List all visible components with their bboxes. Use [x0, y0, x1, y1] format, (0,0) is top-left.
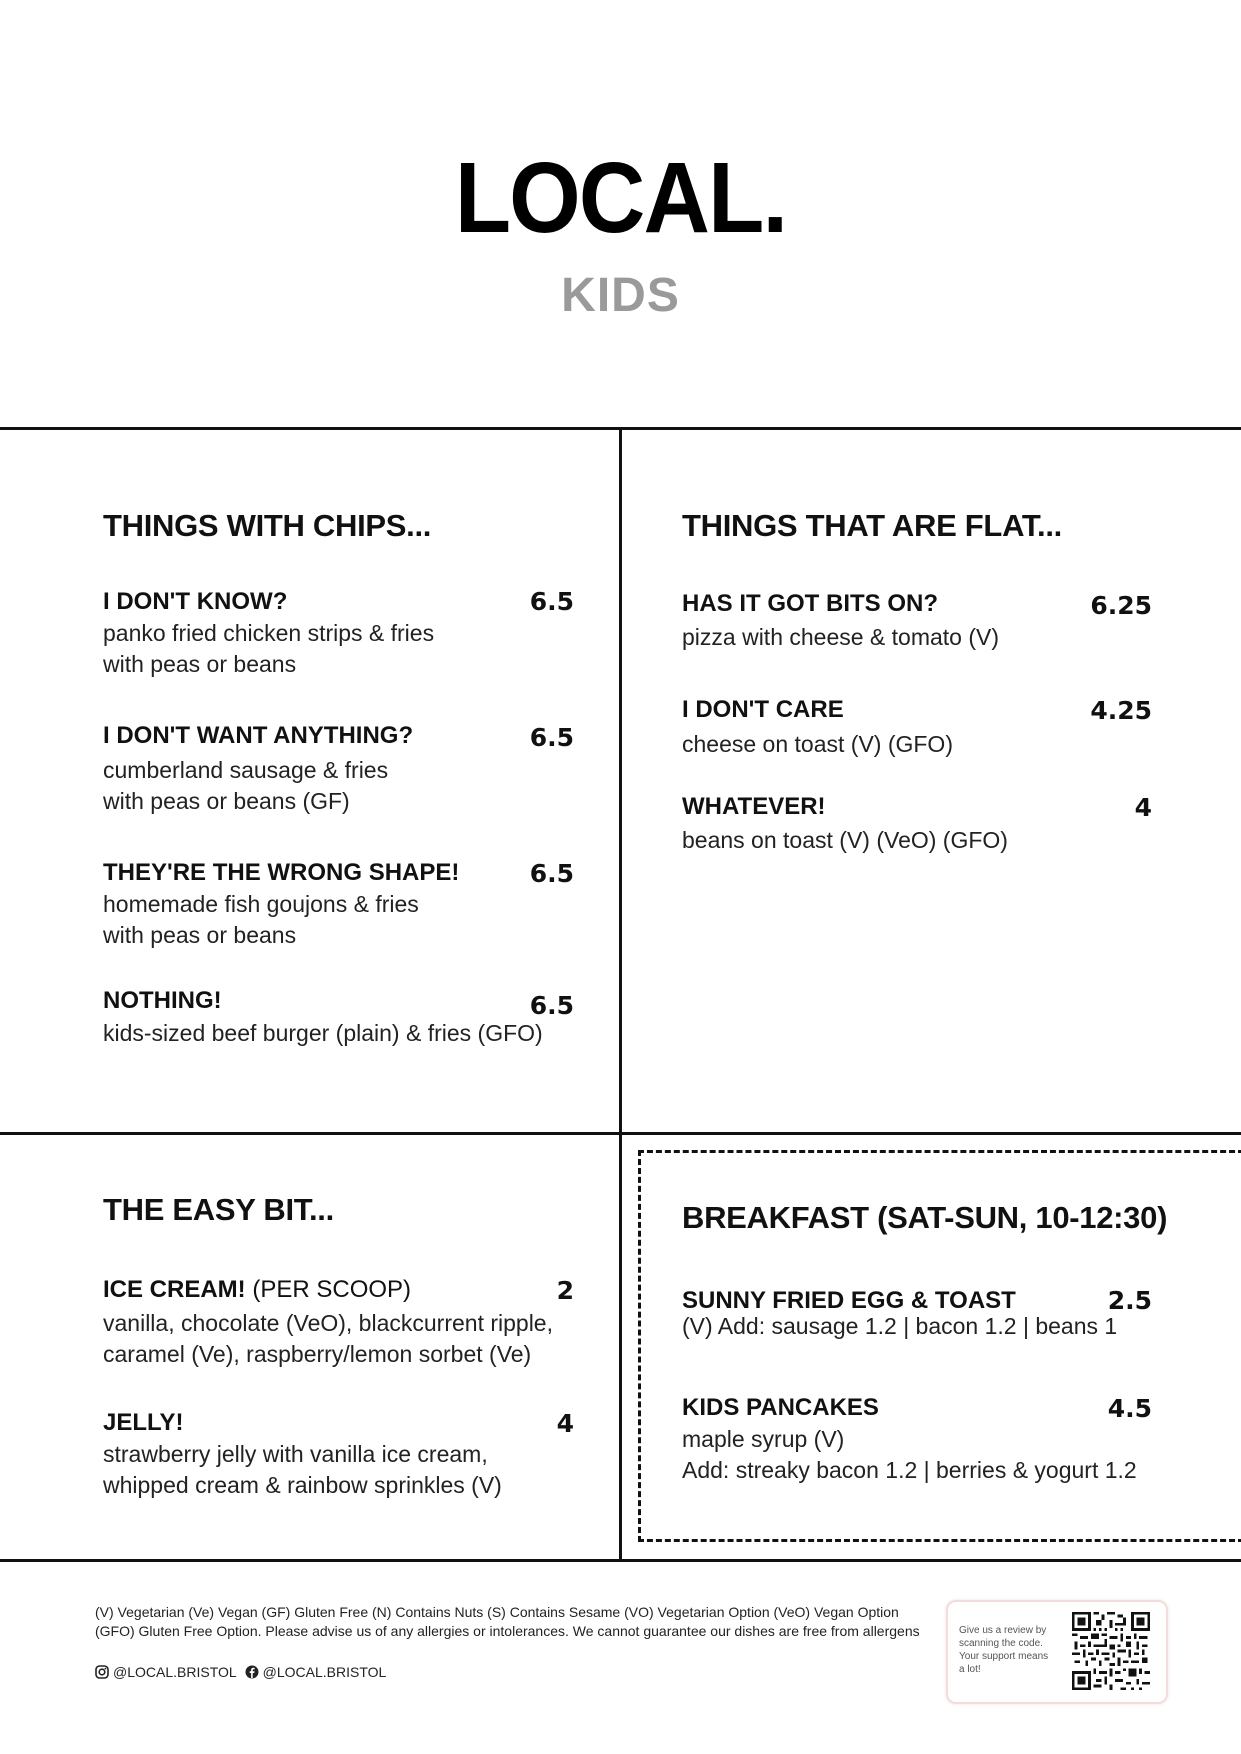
instagram-icon[interactable]	[95, 1665, 109, 1679]
item-name: NOTHING!	[103, 987, 222, 1014]
item-name-text: ICE CREAM!	[103, 1276, 246, 1303]
item-description: panko fried chicken strips & fries with peas or beans	[103, 620, 435, 677]
allergen-legend: (V) Vegetarian (Ve) Vegan (GF) Gluten Free (N) Contains Nuts (S) Contains Sesame (VO) Vegetarian Option (VeO) Vegan Option (GFO) Gluten Free Option. Please advise us of any allergies or intolerances. We cannot guarantee our dishes are free from allergens	[95, 1604, 920, 1639]
item-description: pizza with cheese & tomato (V)	[682, 624, 1000, 650]
item-description: cheese on toast (V) (GFO)	[682, 731, 953, 757]
item-name	[103, 1278, 411, 1302]
item-price: 6.5	[529, 587, 574, 616]
item-description: cumberland sausage & fries with peas or beans (GF)	[103, 757, 389, 814]
item-name: I DON'T WANT ANYTHING?	[103, 722, 414, 749]
section-title-breakfast: BREAKFAST (SAT-SUN, 10-12:30)	[682, 1200, 1168, 1235]
item-price: 4.5	[1107, 1394, 1152, 1423]
item-name: JELLY!	[103, 1409, 184, 1436]
item-price: 4	[556, 1409, 574, 1438]
item-price: 6.5	[529, 723, 574, 752]
item-price: 4.25	[1090, 696, 1152, 725]
divider-vertical	[619, 427, 622, 1562]
facebook-handle[interactable]: @LOCAL.BRISTOL	[262, 1664, 387, 1680]
item-price: 6.25	[1090, 591, 1152, 620]
section-title-chips: THINGS WITH CHIPS...	[103, 508, 432, 543]
section-title-easy: THE EASY BIT...	[103, 1192, 334, 1227]
brand-title: LOCAL.	[454, 142, 787, 254]
item-price: 6.5	[529, 991, 574, 1020]
item-name: I DON'T CARE	[682, 696, 844, 723]
item-description: maple syrup (V) Add: streaky bacon 1.2 | berries & yogurt 1.2	[682, 1426, 1137, 1483]
facebook-icon[interactable]	[245, 1665, 259, 1679]
social-links	[95, 1664, 386, 1680]
item-price: 2.5	[1107, 1286, 1152, 1315]
item-name: THEY'RE THE WRONG SHAPE!	[103, 859, 460, 886]
section-title-flat: THINGS THAT ARE FLAT...	[682, 508, 1062, 543]
instagram-handle[interactable]: @LOCAL.BRISTOL	[113, 1664, 237, 1680]
item-price: 4	[1134, 793, 1152, 822]
item-description: (V) Add: sausage 1.2 | bacon 1.2 | beans 1	[682, 1313, 1118, 1339]
menu-subtitle: KIDS	[561, 269, 680, 322]
item-description: strawberry jelly with vanilla ice cream, whipped cream & rainbow sprinkles (V)	[103, 1441, 502, 1498]
item-note: (PER SCOOP)	[252, 1276, 412, 1303]
item-description: vanilla, chocolate (VeO), blackcurrent ripple, caramel (Ve), raspberry/lemon sorbet (Ve)	[103, 1310, 553, 1367]
item-description: homemade fish goujons & fries with peas or beans	[103, 891, 419, 948]
item-name: SUNNY FRIED EGG & TOAST	[682, 1287, 1016, 1314]
review-qr-card[interactable]	[946, 1600, 1168, 1704]
item-price: 2	[556, 1276, 574, 1305]
item-description: beans on toast (V) (VeO) (GFO)	[682, 827, 1008, 853]
item-name: KIDS PANCAKES	[682, 1394, 879, 1421]
item-price: 6.5	[529, 859, 574, 888]
item-name: WHATEVER!	[682, 793, 826, 820]
item-name: HAS IT GOT BITS ON?	[682, 590, 938, 617]
qr-caption: Give us a review by scanning the code. Your support means a lot!	[959, 1625, 1049, 1675]
qr-code-icon[interactable]	[1072, 1612, 1150, 1690]
item-name: I DON'T KNOW?	[103, 588, 288, 615]
item-description: kids-sized beef burger (plain) & fries (GFO)	[103, 1020, 543, 1046]
